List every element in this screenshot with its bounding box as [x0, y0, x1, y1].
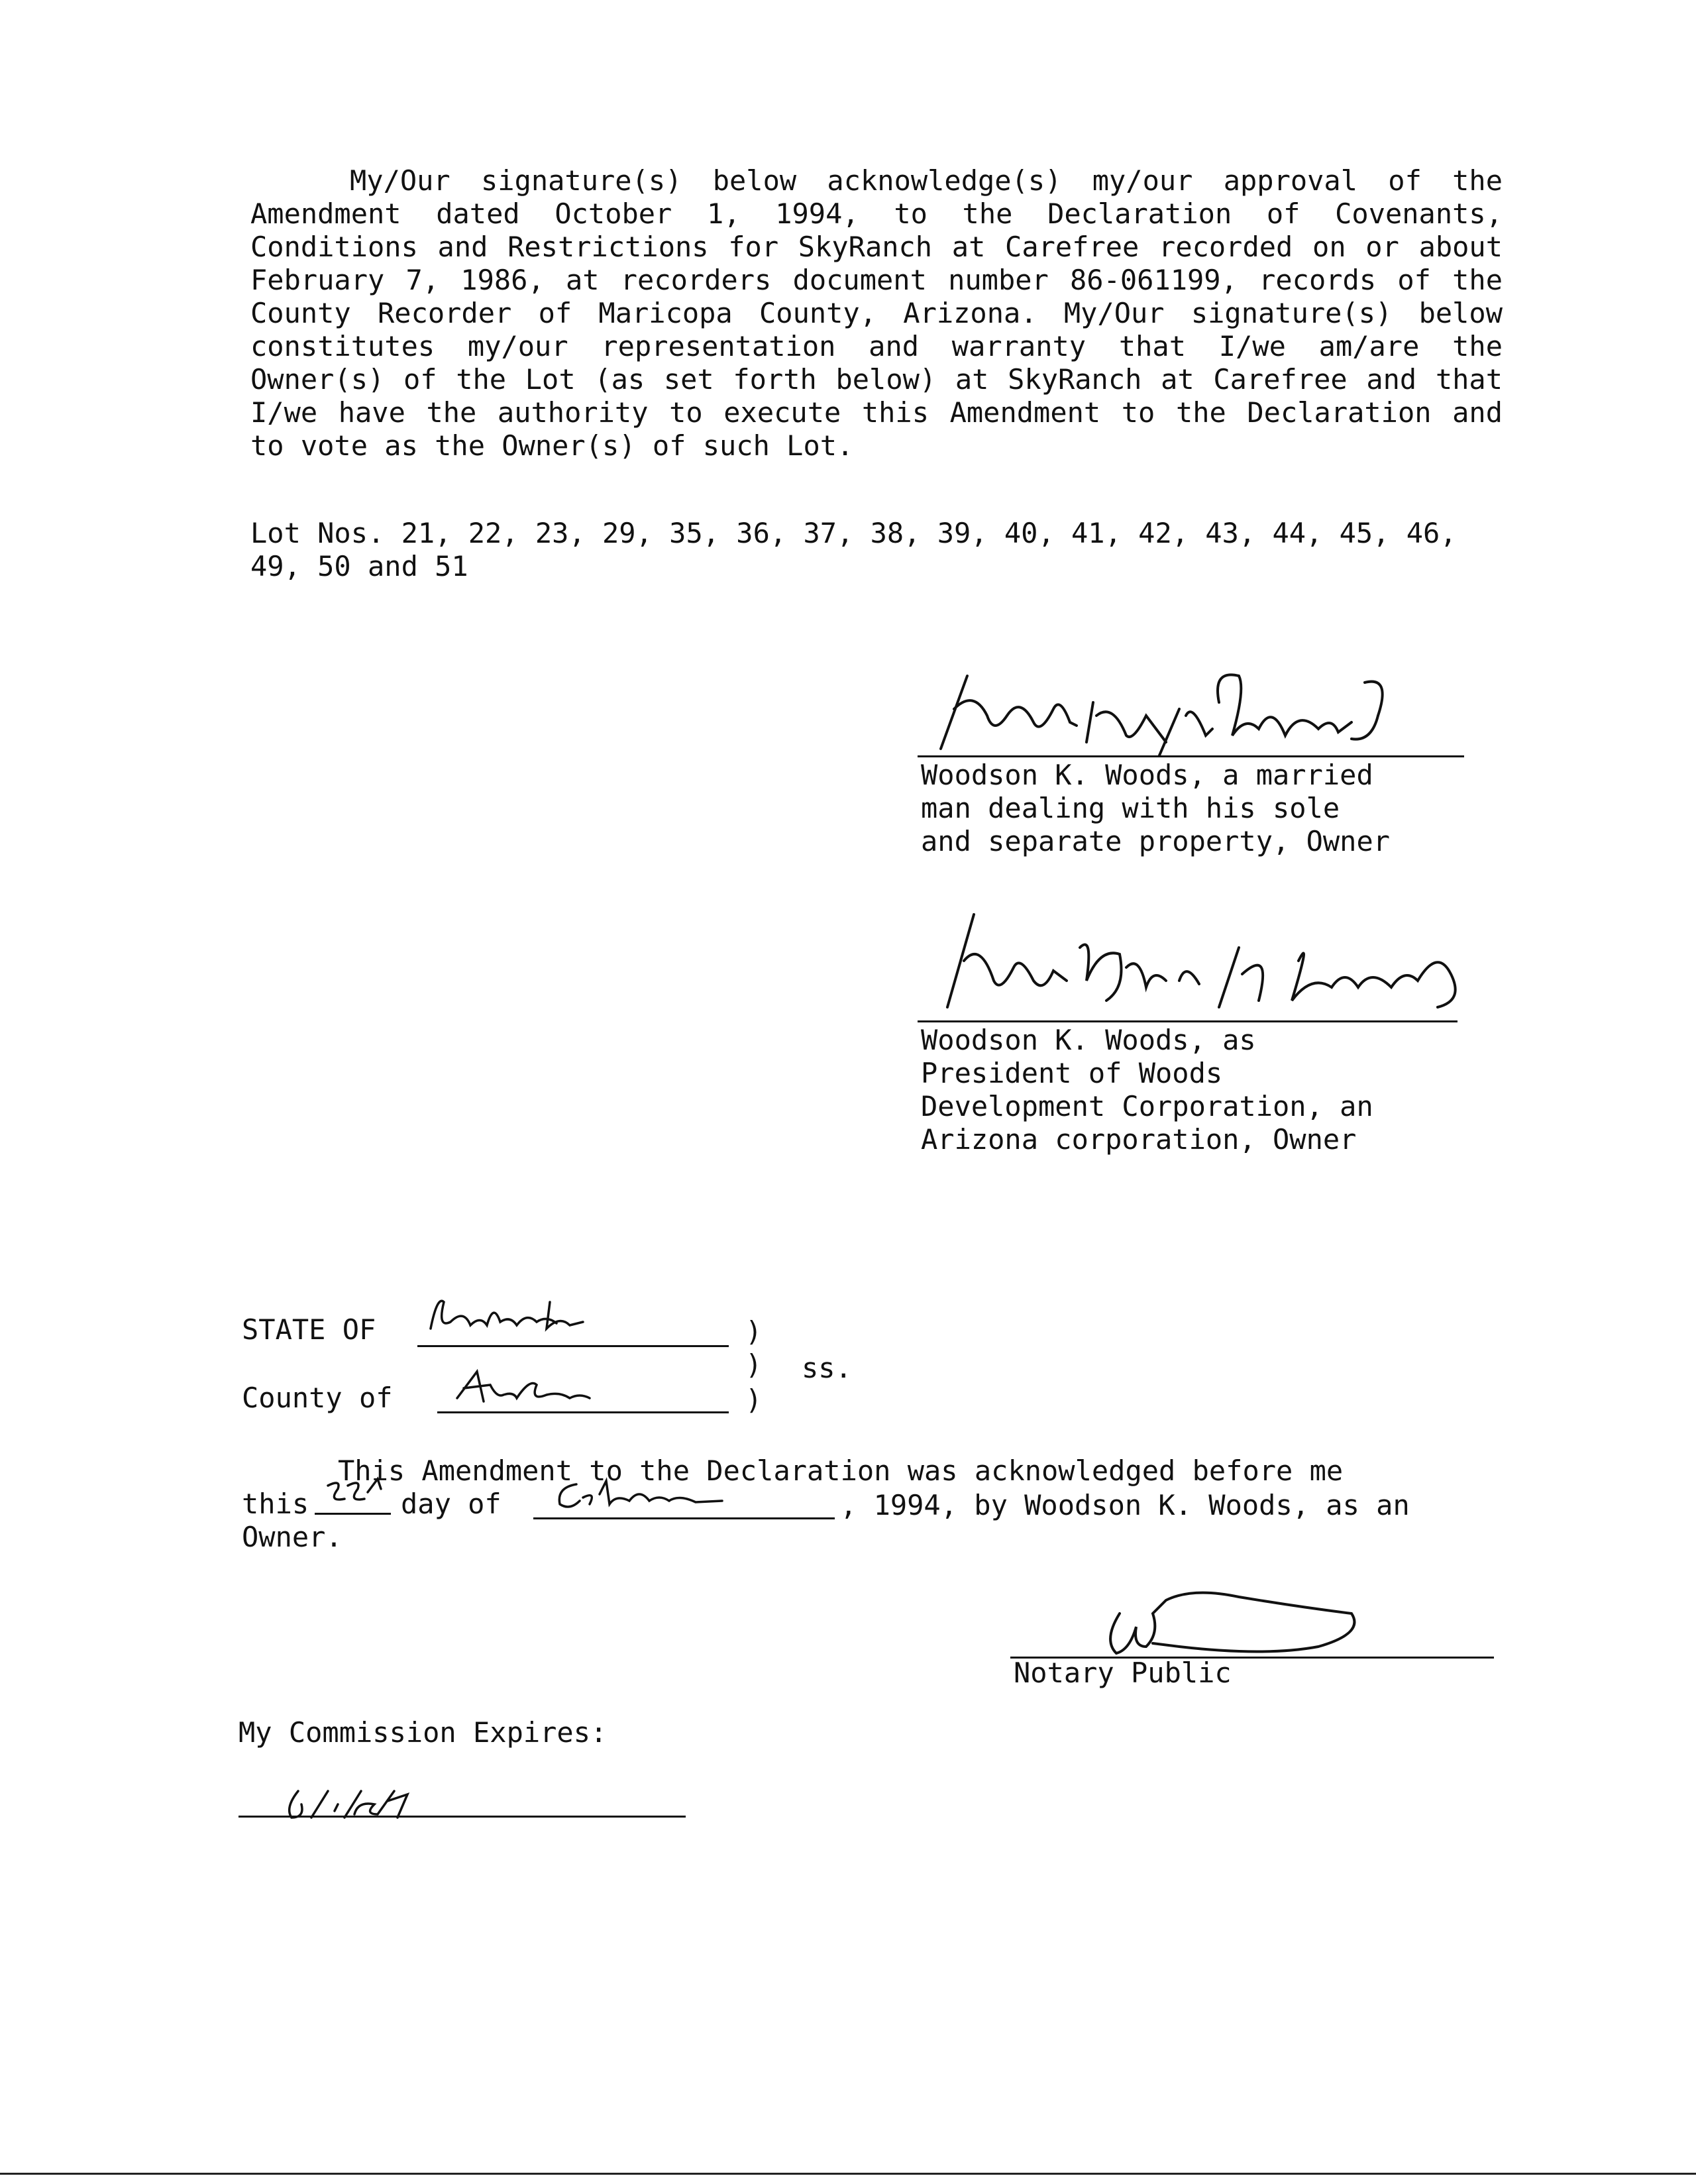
paren-1: ) — [745, 1315, 763, 1348]
acknowledgment-year-text: , 1994, by Woodson K. Woods, as an — [840, 1489, 1410, 1521]
commission-line — [238, 1816, 686, 1818]
day-line — [315, 1513, 391, 1515]
signature-2-handwriting — [928, 908, 1491, 1027]
signature-1-caption-line-3: and separate property, Owner — [921, 825, 1391, 857]
ss-label: ss. — [802, 1352, 852, 1384]
signature-1-caption-line-2: man dealing with his sole — [921, 792, 1340, 824]
county-of-label: County of — [242, 1382, 393, 1414]
signature-2-caption-line-2: President of Woods — [921, 1057, 1223, 1089]
month-line — [533, 1517, 835, 1519]
signature-2-caption-line-4: Arizona corporation, Owner — [921, 1123, 1357, 1156]
state-handwriting — [417, 1289, 603, 1344]
county-line — [437, 1411, 729, 1413]
state-line — [417, 1345, 729, 1347]
approval-paragraph: My/Our signature(s) below acknowledge(s) my/our approval of the Amendment dated October 1, 1994, to the Declaration of Covenants, Conditions and Restrictions for SkyRanch at Carefree recorded on or about February 7, 1986, at recorders document number 86-061199, records of the County Recorder of Maricopa County, Arizona. My/Our signature(s) below constitutes my/our representation and warranty that I/we am/are the Owner(s) of the Lot (as set forth below) at SkyRanch at Carefree and that I/we have the authority to execute this Amendment to the Declaration and to vote as the Owner(s) of such Lot. — [250, 164, 1503, 462]
acknowledgment-line-1: This Amendment to the Declaration was acknowledged before me — [338, 1454, 1344, 1487]
commission-expires-label: My Commission Expires: — [238, 1716, 608, 1749]
signature-1-line — [918, 755, 1464, 757]
paren-2: ) — [745, 1348, 763, 1381]
month-handwriting — [550, 1474, 749, 1517]
signature-2-caption-line-1: Woodson K. Woods, as — [921, 1024, 1256, 1056]
signature-1-handwriting — [928, 663, 1444, 762]
signature-2-line — [918, 1020, 1458, 1022]
scan-edge-bottom — [0, 2173, 1696, 2175]
acknowledgment-line-3: Owner. — [242, 1521, 343, 1553]
county-handwriting — [437, 1365, 596, 1414]
day-handwriting — [321, 1472, 388, 1515]
acknowledgment-day-of: day of — [401, 1488, 502, 1520]
signature-1-caption-line-1: Woodson K. Woods, a married — [921, 759, 1373, 791]
acknowledgment-this: this — [242, 1488, 309, 1520]
signature-2-caption-line-3: Development Corporation, an — [921, 1090, 1373, 1122]
notary-signature-handwriting — [1100, 1580, 1378, 1669]
notary-public-label: Notary Public — [1014, 1657, 1232, 1689]
paren-3: ) — [745, 1384, 763, 1416]
lot-numbers: Lot Nos. 21, 22, 23, 29, 35, 36, 37, 38, 39, 40, 41, 42, 43, 44, 45, 46, 49, 50 and 51 — [250, 517, 1457, 582]
commission-date-handwriting — [278, 1781, 431, 1830]
state-of-label: STATE OF — [242, 1313, 376, 1346]
